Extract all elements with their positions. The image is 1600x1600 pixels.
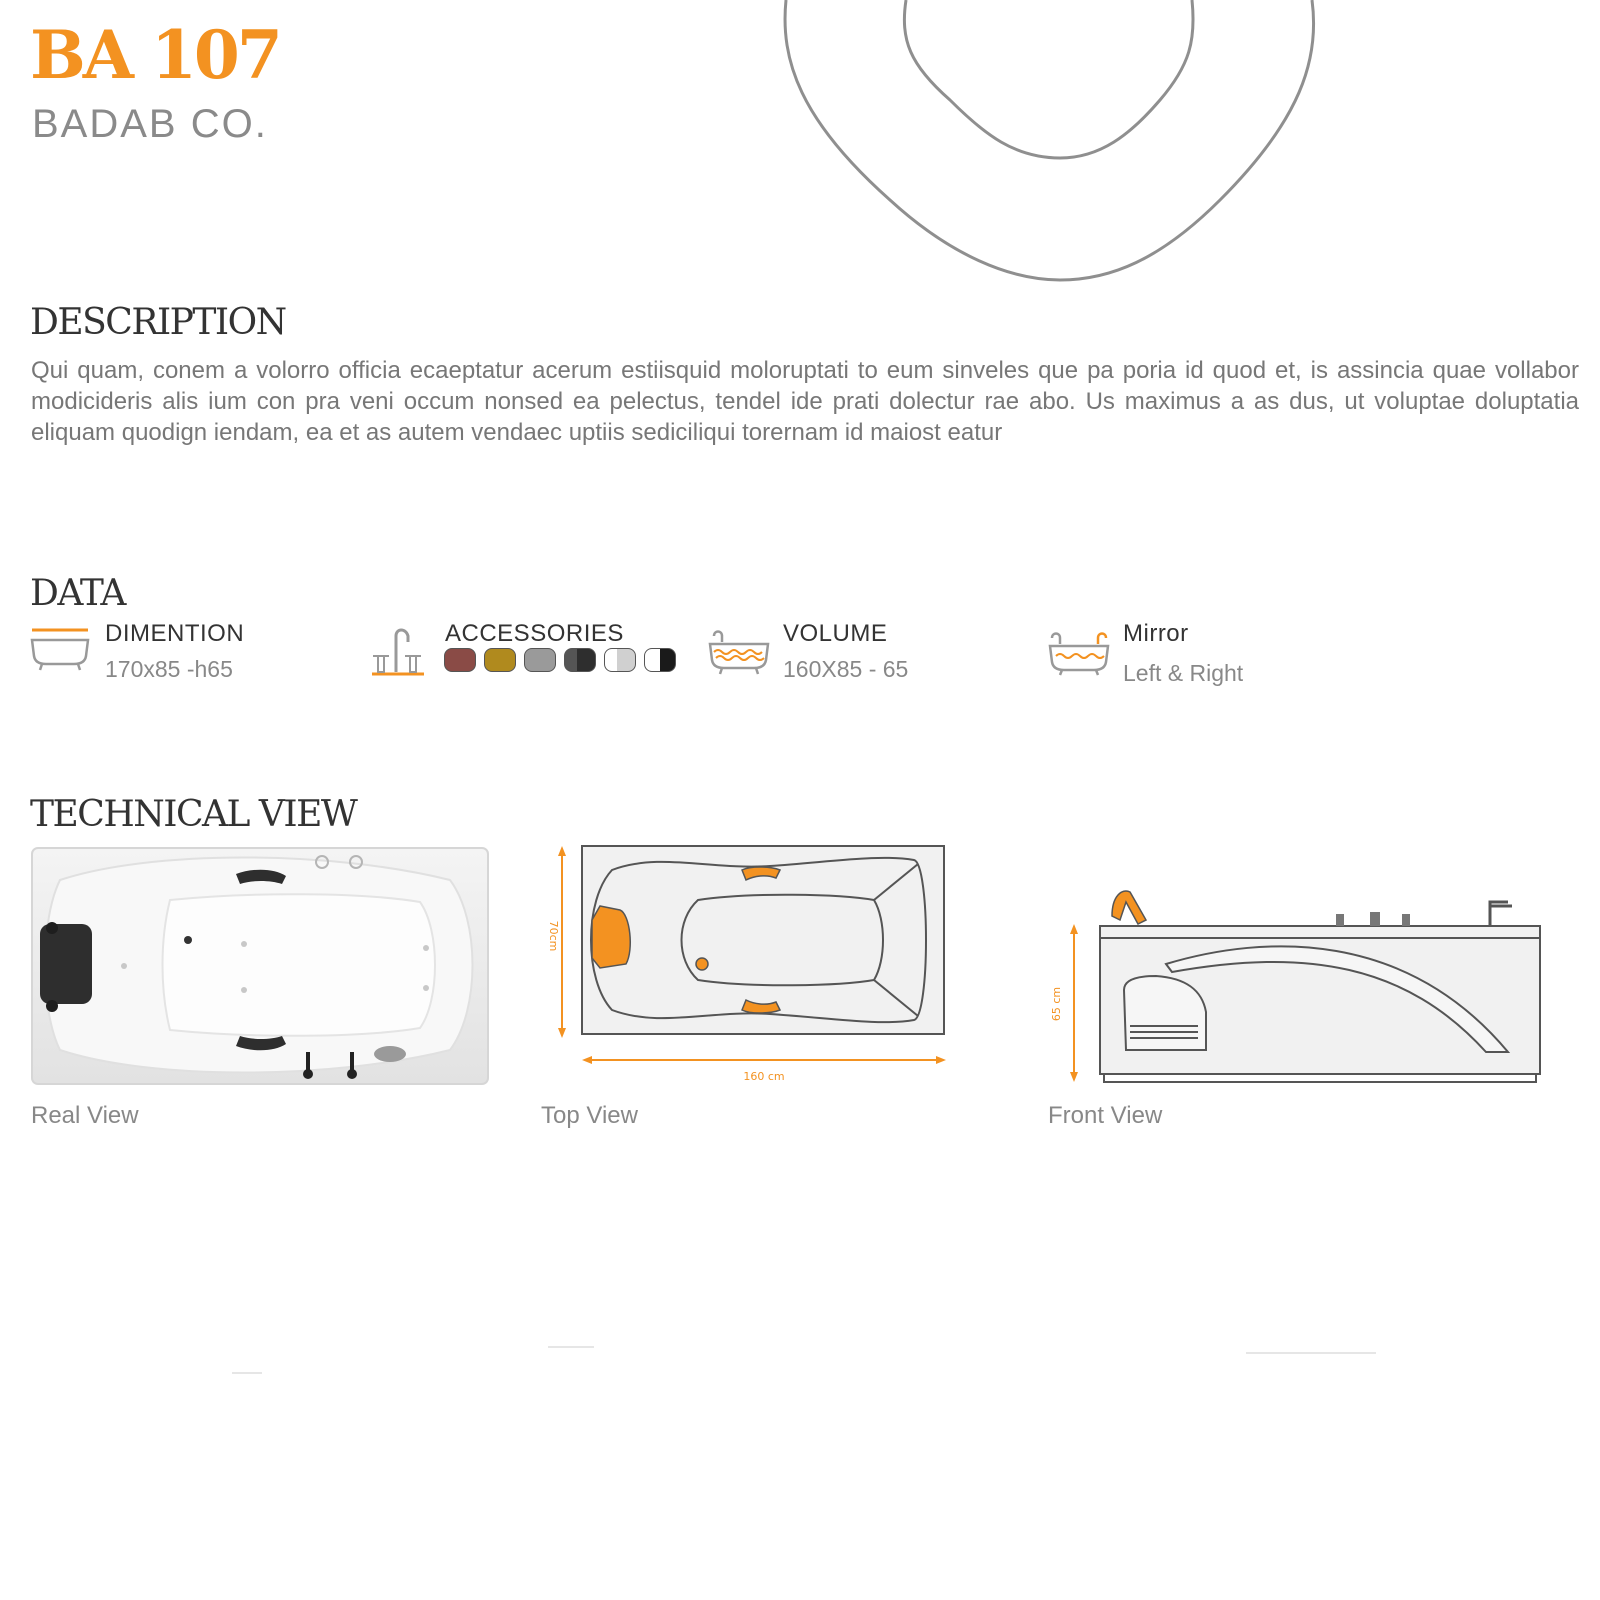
dimension-value: 170x85 -h65 <box>105 656 233 682</box>
top-view-drawing <box>540 840 960 1090</box>
brand-name: BADAB CO. <box>32 102 268 146</box>
data-heading: DATA <box>30 573 125 614</box>
finish-swatches <box>444 620 694 680</box>
swatch-light-chrome <box>604 648 636 672</box>
data-item-mirror <box>1048 620 1368 700</box>
volume-label: VOLUME <box>783 620 888 647</box>
top-view-caption: Top View <box>541 1102 638 1129</box>
real-view-image <box>30 840 492 1090</box>
faucet-icon <box>370 626 426 680</box>
mirror-value: Left & Right <box>1123 660 1244 686</box>
data-item-dimension <box>30 620 350 700</box>
top-view-width-label: 160 cm <box>743 1070 785 1083</box>
top-view-height-label: 70cm <box>547 920 560 952</box>
swatch-copper <box>444 648 476 672</box>
product-code: BA 107 <box>30 16 280 94</box>
bathtub-dimension-icon <box>30 626 90 676</box>
technical-view-heading: TECHNICAL VIEW <box>30 794 357 835</box>
faint-mark <box>548 1346 594 1348</box>
data-item-volume <box>708 620 1028 700</box>
swatch-black-chrome <box>564 648 596 672</box>
real-view-caption: Real View <box>31 1102 139 1129</box>
bathtub-water-icon <box>708 626 770 676</box>
faint-mark <box>1246 1352 1376 1354</box>
mirror-label: Mirror <box>1123 620 1189 647</box>
description-heading: DESCRIPTION <box>30 302 286 343</box>
faint-mark <box>232 1372 262 1374</box>
front-view-height-label: 65 cm <box>1050 986 1063 1022</box>
description-body: Qui quam, conem a volorro officia ecaeptatur acerum estiisquid moloruptati to eum sinveles que pa poria id quod et, is assincia quae vollabor modicideris alis ium con pra veni occum nonsed ea pelectus, tendel ide prati dolectur rae abo. Us maximus a as dus, ut voluptae doluptatia eliquam quodign iendam, ea et as autem vendaec uptiis sediciliqui torernam id maiost eatur <box>31 357 1579 446</box>
swatch-silver <box>524 648 556 672</box>
swatch-gold <box>484 648 516 672</box>
hero-bathtub-outline <box>780 0 1340 290</box>
bathtub-mirror-icon <box>1048 626 1110 676</box>
volume-value: 160X85 - 65 <box>783 656 909 682</box>
accessories-label: ACCESSORIES <box>445 620 624 647</box>
data-item-accessories <box>370 620 700 700</box>
front-view-caption: Front View <box>1048 1102 1163 1129</box>
dimension-label: DIMENTION <box>105 620 245 647</box>
front-view-drawing <box>1046 840 1546 1090</box>
swatch-black-white <box>644 648 676 672</box>
